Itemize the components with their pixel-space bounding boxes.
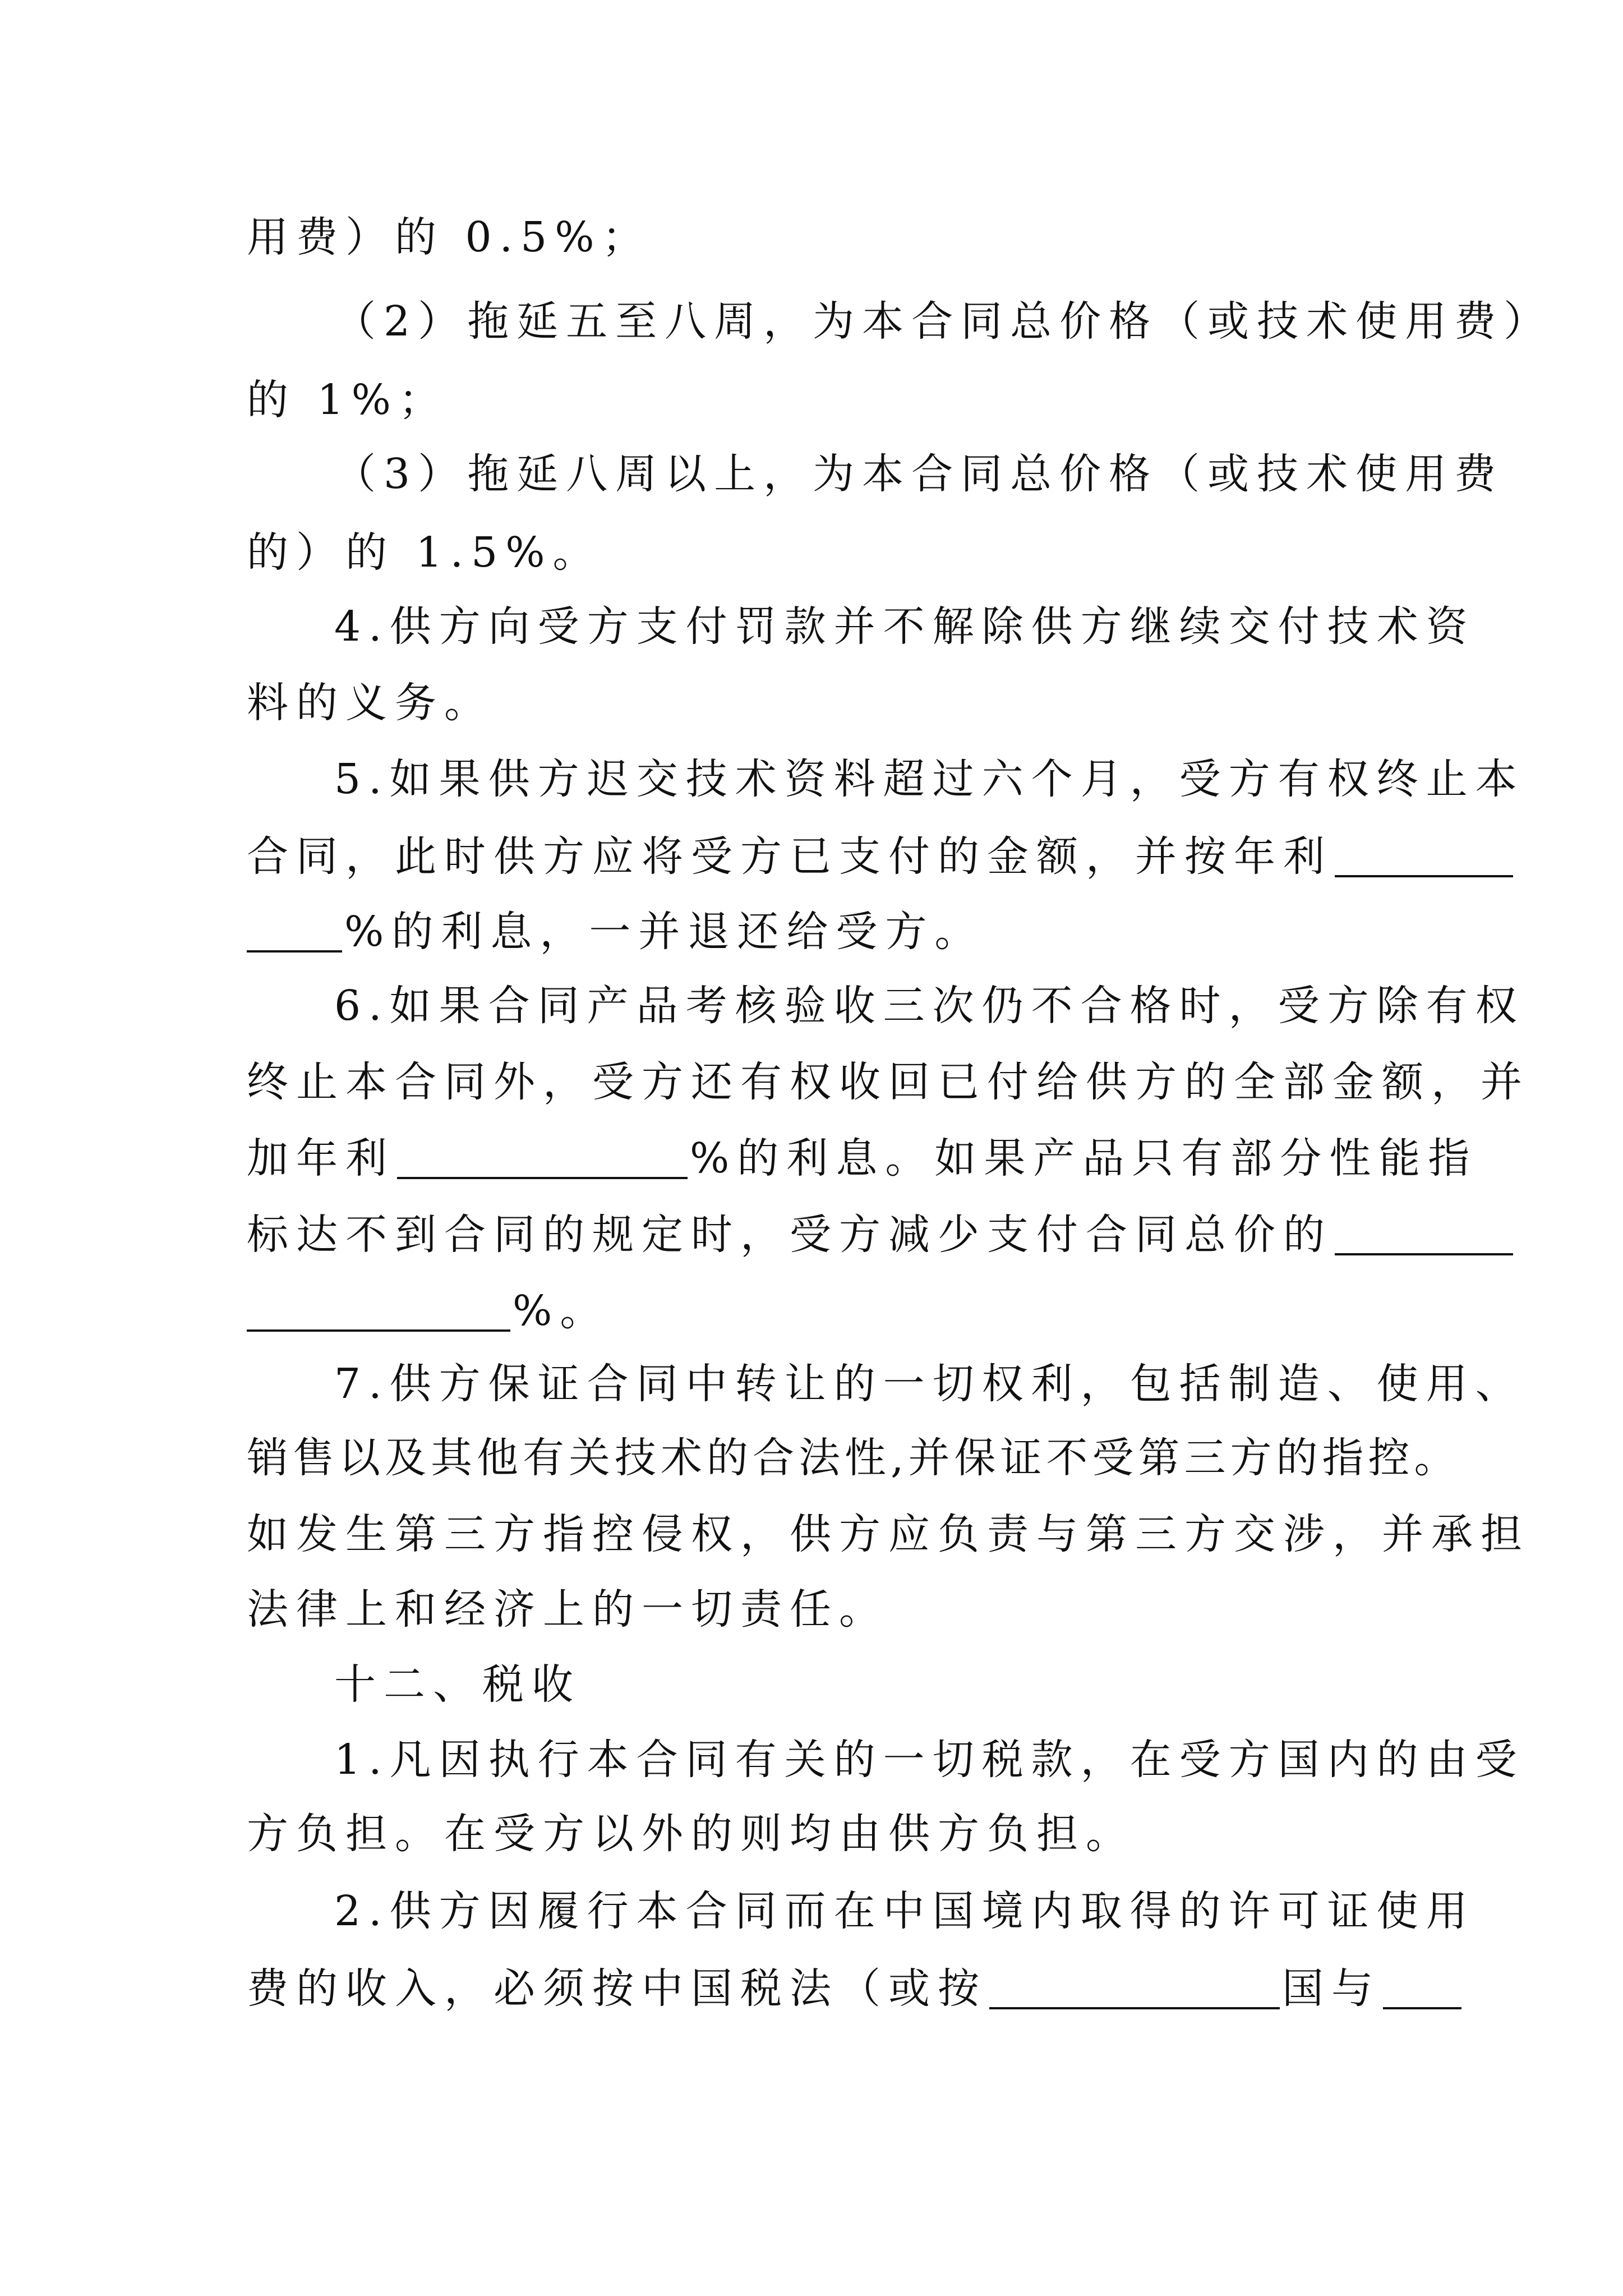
text-line xyxy=(334,297,1553,346)
text-line xyxy=(334,1887,1476,1935)
line-text: 的）的 1.5%。 xyxy=(247,528,602,577)
fill-in-blank[interactable] xyxy=(1335,834,1513,877)
text-line xyxy=(247,1434,1460,1482)
text-line xyxy=(247,1287,1380,1335)
line-text: 的 1%； xyxy=(247,376,448,424)
text-line xyxy=(334,1736,1525,1784)
fill-in-blank[interactable] xyxy=(247,1288,510,1332)
line-text: 合同，此时供方应将受方已支付的金额，并按年利 xyxy=(247,832,1332,881)
text-line xyxy=(334,982,1525,1030)
text-line xyxy=(247,1058,1530,1106)
line-text: 费的收入，必须按中国税法（或按 xyxy=(247,1964,987,2013)
text-line xyxy=(247,1211,1380,1259)
fill-in-blank[interactable] xyxy=(397,1135,688,1179)
line-text: （3）拖延八周以上，为本合同总价格（或技术使用费 xyxy=(334,450,1504,498)
text-line xyxy=(334,1360,1525,1408)
line-text: %。 xyxy=(513,1287,610,1335)
line-text: 1.凡因执行本合同有关的一切税款，在受方国内的由受 xyxy=(334,1736,1525,1784)
text-line xyxy=(334,755,1525,803)
text-line xyxy=(247,908,1380,956)
line-text: 终止本合同外，受方还有权收回已付给供方的全部金额，并 xyxy=(247,1058,1530,1106)
line-text: 5.如果供方迟交技术资料超过六个月，受方有权终止本 xyxy=(334,755,1525,803)
text-line xyxy=(247,1510,1530,1558)
text-line xyxy=(247,679,1380,727)
line-text: 6.如果合同产品考核验收三次仍不合格时，受方除有权 xyxy=(334,982,1525,1030)
text-line xyxy=(247,1810,1380,1858)
line-text: 如发生第三方指控侵权，供方应负责与第三方交涉，并承担 xyxy=(247,1510,1530,1558)
text-line xyxy=(247,528,1380,577)
line-text: 加年利 xyxy=(247,1134,395,1182)
text-line xyxy=(247,213,1380,261)
fill-in-blank[interactable] xyxy=(1383,1966,1461,2009)
line-text: 4.供方向受方支付罚款并不解除供方继续交付技术资 xyxy=(334,602,1476,651)
line-text: 7.供方保证合同中转让的一切权利，包括制造、使用、 xyxy=(334,1360,1525,1408)
line-text: 料的义务。 xyxy=(247,679,494,727)
line-text: 标达不到合同的规定时，受方减少支付合同总价的 xyxy=(247,1211,1332,1259)
text-line xyxy=(334,602,1476,651)
line-text: 用费）的 0.5%； xyxy=(247,213,652,261)
text-line xyxy=(247,832,1380,881)
line-text: 2.供方因履行本合同而在中国境内取得的许可证使用 xyxy=(334,1887,1476,1935)
line-text: 十二、税收 xyxy=(334,1660,581,1709)
line-text: 销售以及其他有关技术的合法性,并保证不受第三方的指控。 xyxy=(247,1434,1460,1482)
line-text: （2）拖延五至八周，为本合同总价格（或技术使用费） xyxy=(334,297,1553,346)
text-line xyxy=(247,376,1380,424)
line-text: 方负担。在受方以外的则均由供方负担。 xyxy=(247,1810,1135,1858)
text-line xyxy=(247,1585,1380,1634)
line-text: %的利息。如果产品只有部分性能指 xyxy=(690,1134,1478,1182)
fill-in-blank[interactable] xyxy=(247,909,342,953)
text-line xyxy=(247,1134,1478,1182)
line-text: %的利息，一并退还给受方。 xyxy=(344,908,984,956)
line-text: 国与 xyxy=(1282,1964,1381,2013)
line-text: 法律上和经济上的一切责任。 xyxy=(247,1585,888,1634)
fill-in-blank[interactable] xyxy=(1335,1212,1513,1255)
text-line xyxy=(334,450,1504,498)
section-heading xyxy=(334,1660,1467,1709)
text-line xyxy=(247,1964,1381,2013)
fill-in-blank[interactable] xyxy=(989,1966,1280,2009)
